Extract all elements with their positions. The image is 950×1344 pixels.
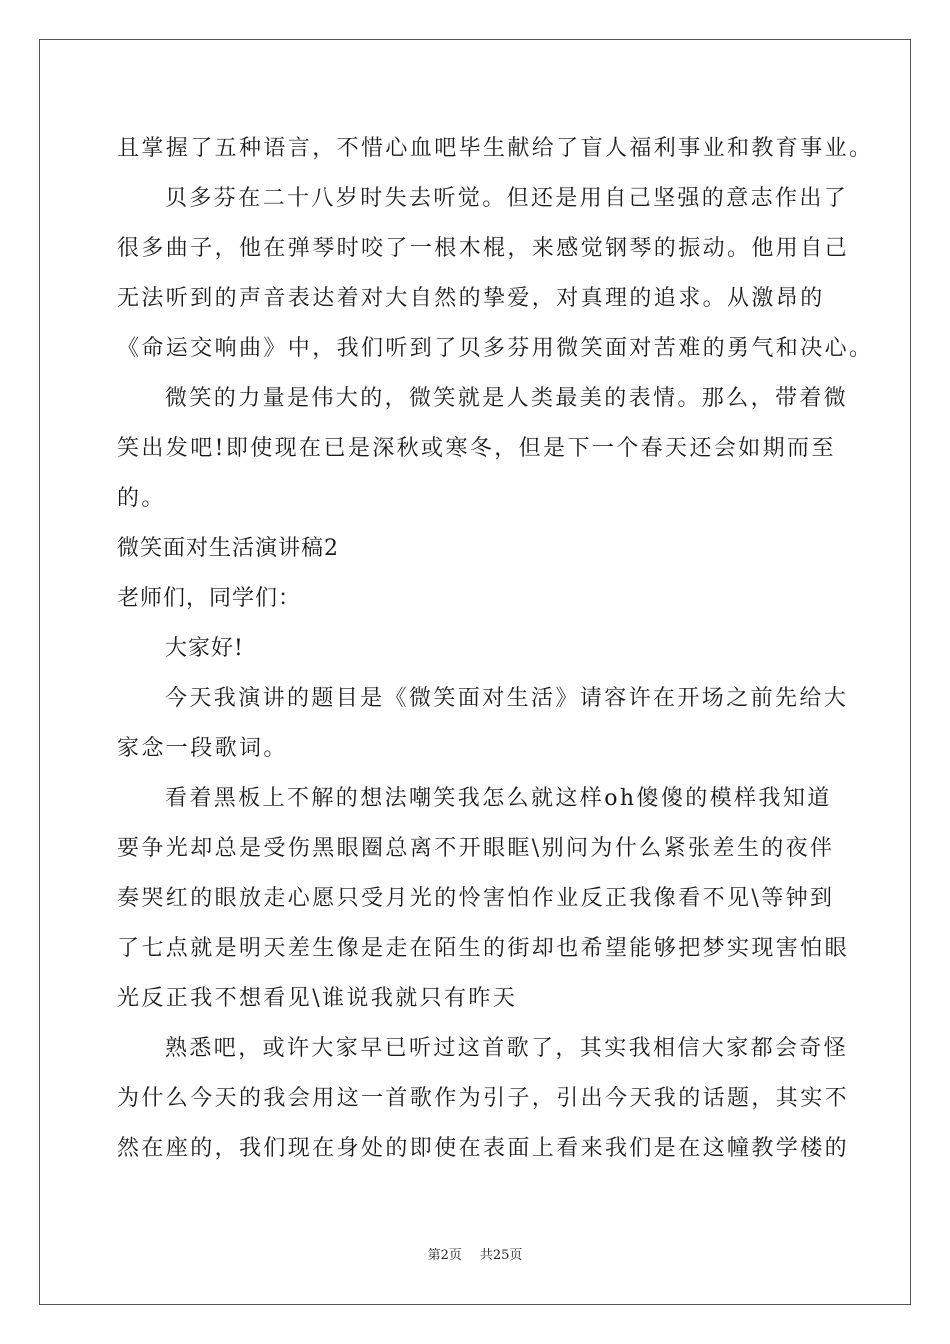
text-line: 很多曲子，他在弹琴时咬了一根木棍，来感觉钢琴的振动。他用自己	[117, 236, 850, 261]
text-line: 且掌握了五种语言，不惜心血吧毕生献给了盲人福利事业和教育事业。	[117, 136, 874, 161]
document-body	[117, 124, 874, 1174]
text-line: 微笑面对生活演讲稿2	[117, 536, 339, 561]
text-line: 了七点就是明天差生像是走在陌生的街却也希望能够把梦实现害怕眼	[117, 936, 850, 961]
text-line: 微笑的力量是伟大的，微笑就是人类最美的表情。那么，带着微	[165, 386, 849, 411]
text-line: 然在座的，我们现在身处的即使在表面上看来我们是在这幢教学楼的	[117, 1136, 850, 1161]
text-line: 的。	[117, 486, 166, 511]
text-line: 熟悉吧，或许大家早已听过这首歌了，其实我相信大家都会奇怪	[165, 1036, 849, 1061]
text-line: 要争光却总是受伤黑眼圈总离不开眼眶\别问为什么紧张差生的夜伴	[117, 836, 835, 861]
text-line: 为什么今天的我会用这一首歌作为引子，引出今天我的话题，其实不	[117, 1086, 850, 1111]
text-line: 光反正我不想看见\谁说我就只有昨天	[117, 986, 518, 1011]
page-number: 第2页	[427, 1248, 462, 1263]
text-line: 家念一段歌词。	[117, 736, 288, 761]
text-line: 笑出发吧!即使现在已是深秋或寒冬，但是下一个春天还会如期而至	[117, 436, 836, 461]
text-line: 老师们，同学们：	[117, 586, 302, 611]
text-line: 看着黑板上不解的想法嘲笑我怎么就这样oh傻傻的模样我知道	[165, 786, 832, 811]
text-line: 大家好!	[165, 636, 244, 661]
text-line: 奏哭红的眼放走心愿只受月光的怜害怕作业反正我像看不见\等钟到	[117, 886, 835, 911]
text-line: 无法听到的声音表达着对大自然的挚爱，对真理的追求。从激昂的	[117, 286, 825, 311]
page-footer	[0, 1247, 950, 1265]
text-line: 贝多芬在二十八岁时失去听觉。但还是用自己坚强的意志作出了	[165, 186, 849, 211]
page-total: 共25页	[479, 1248, 523, 1263]
text-line: 《命运交响曲》中，我们听到了贝多芬用微笑面对苦难的勇气和决心。	[117, 336, 874, 361]
text-line: 今天我演讲的题目是《微笑面对生活》请容许在开场之前先给大	[165, 686, 849, 711]
